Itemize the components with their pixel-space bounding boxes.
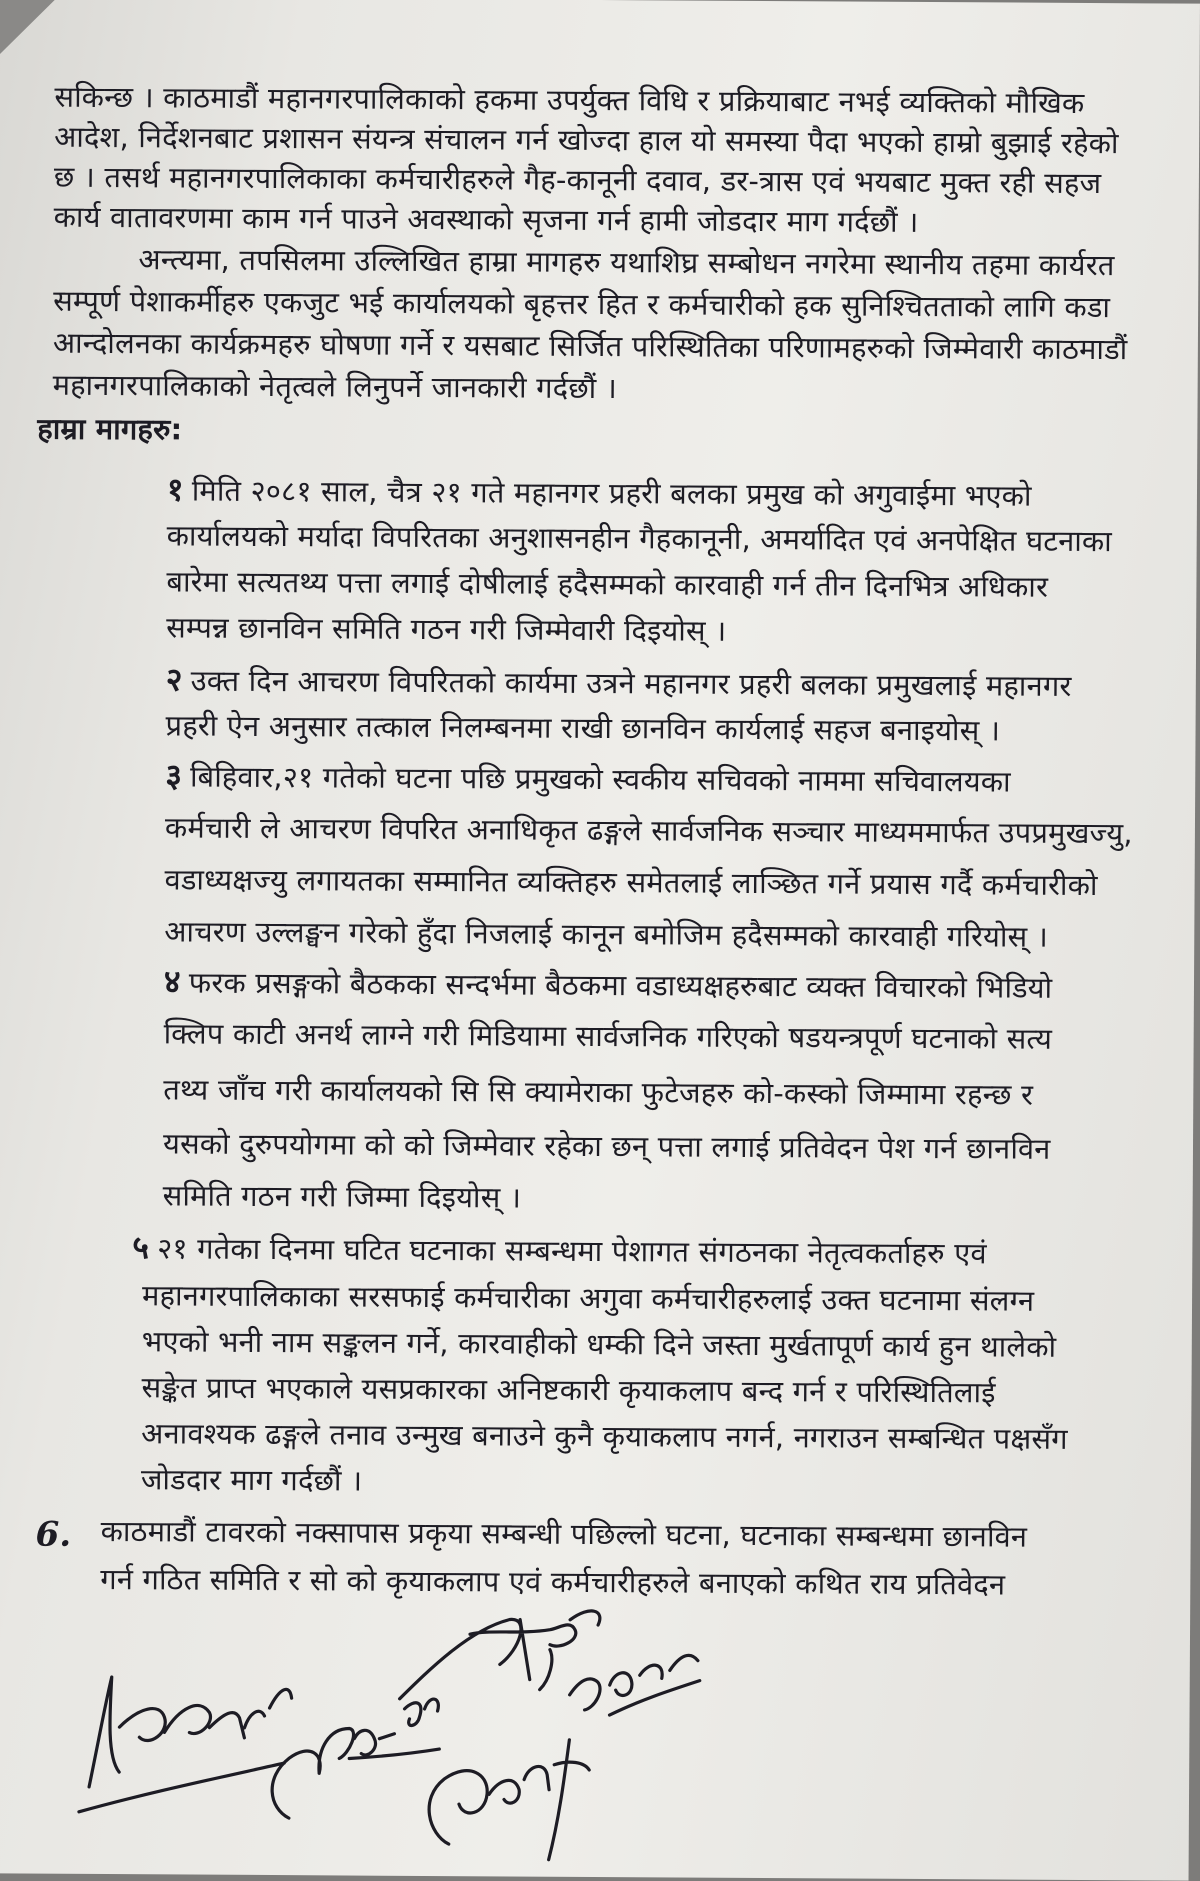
demand-3-line-3: वडाध्यक्षज्यु लगायतका सम्मानित व्यक्तिहरु समेतलाई लाञ्छित गर्ने प्रयास गर्दै कर्मचारीको (164, 862, 1098, 903)
demand-3-number: ३ (165, 756, 183, 795)
paragraph-1-line-3: छ । तसर्थ महानगरपालिकाका कर्मचारीहरुले गैह-कानूनी दवाव, डर-त्रास एवं भयबाट मुक्त रही सहज (53, 159, 1102, 201)
demand-5-line-2: महानगरपालिकाका सरसफाई कर्मचारीका अगुवा कर्मचारीहरुलाई उक्त घटनामा संलग्न (141, 1278, 1035, 1318)
signature-1 (79, 1677, 292, 1813)
demand-4-number: ४ (163, 962, 181, 1001)
demand-1-text: मिति २०८१ साल, चैत्र २१ गते महानगर प्रहरी बलका प्रमुख को अगुवाईमा भएको (191, 473, 1032, 513)
demand-5-number: ५ (132, 1228, 150, 1267)
demand-3-line-4: आचरण उल्लङ्घन गरेको हुँदा निजलाई कानून बमोजिम हदैसम्मको कारवाही गरियोस् । (164, 914, 1049, 954)
paragraph-2-line-3: आन्दोलनका कार्यक्रमहरु घोषणा गर्ने र यसबाट सिर्जित परिस्थितिका परिणामहरुको जिम्मेवारी काठमाडौं (52, 325, 1128, 367)
demand-3-text: बिहिवार,२१ गतेको घटना पछि प्रमुखको स्वकीय सचिवको नाममा सचिवालयका (189, 759, 1011, 799)
signature-3 (400, 1610, 600, 1700)
paragraph-2-line-1: अन्त्यमा, तपसिलमा उल्लिखित हाम्रा मागहरु यथाशिघ्र सम्बोधन नगरेमा स्थानीय तहमा कार्यरत (138, 242, 1115, 283)
demand-5-text: २१ गतेका दिनमा घटित घटनाका सम्बन्धमा पेशागत संगठनका नेतृत्वकर्ताहरु एवं (157, 1231, 987, 1271)
signatures-drawing (49, 1587, 951, 1881)
paragraph-2-line-4: महानगरपालिकाको नेतृत्वले लिनुपर्ने जानकारी गर्दछौं । (52, 367, 618, 406)
demand-5-line-6: जोडदार माग गर्दछौं । (140, 1462, 363, 1498)
demand-4-line-4: यसको दुरुपयोगमा को को जिम्मेवार रहेका छन् पत्ता लगाई प्रतिवेदन पेश गर्न छानविन (162, 1126, 1051, 1166)
demand-1-line-2: कार्यालयको मर्यादा विपरितका अनुशासनहीन गैहकानूनी, अमर्यादित एवं अनपेक्षित घटनाका (166, 518, 1113, 559)
demand-3-line-1 (165, 753, 1011, 803)
demand-4-line-5: समिति गठन गरी जिम्मा दिइयोस् । (162, 1178, 522, 1215)
demand-1-line-3: बारेमा सत्यतथ्य पत्ता लगाई दोषीलाई हदैसम्मको कारवाही गर्न तीन दिनभित्र अधिकार (166, 564, 1049, 604)
demand-6-number: 6. (35, 1514, 72, 1555)
demand-1-line-1 (167, 467, 1032, 517)
demands-heading: हाम्रा मागहरु: (37, 411, 183, 447)
demand-5-line-1 (132, 1225, 987, 1275)
paragraph-2-line-2: सम्पूर्ण पेशाकर्मीहरु एकजुट भई कार्यालयको बृहत्तर हित र कर्मचारीको हक सुनिश्चितताको लागि कडा (53, 283, 1111, 325)
paragraph-1-line-4: कार्य वातावरणमा काम गर्न पाउने अवस्थाको सृजना गर्न हामी जोडदार माग गर्दछौं । (53, 199, 919, 239)
signature-5 (570, 1655, 700, 1716)
demand-6-line-1: काठमाडौं टावरको नक्सापास प्रकृया सम्बन्धी पछिल्लो घटना, घटनाका सम्बन्धमा छानविन (100, 1513, 1028, 1554)
demand-2-line-1 (166, 657, 1072, 708)
demand-1-line-4: सम्पन्न छानविन समिति गठन गरी जिम्मेवारी दिइयोस् । (166, 610, 727, 648)
demand-4-line-2: क्लिप काटी अनर्थ लाग्ने गरी मिडियामा सार्वजनिक गरिएको षडयन्त्रपूर्ण घटनाको सत्य (163, 1016, 1053, 1056)
demand-5-line-4: सङ्केत प्राप्त भएकाले यसप्रकारका अनिष्टकारी कृयाकलाप बन्द गर्न र परिस्थितिलाई (141, 1370, 996, 1410)
demand-4-line-3: तथ्य जाँच गरी कार्यालयको सि सि क्यामेराका फुटेजहरु को-कस्को जिम्मामा रहन्छ र (163, 1072, 1034, 1112)
demand-2-text: उक्त दिन आचरण विपरितको कार्यमा उत्रने महानगर प्रहरी बलका प्रमुखलाई महानगर (190, 663, 1072, 703)
paragraph-1-line-1: सकिन्छ । काठमाडौं महानगरपालिकाको हकमा उपर्युक्त विधि र प्रक्रियाबाट नभई व्यक्तिको मौखिक (54, 79, 1085, 120)
signature-2 (272, 1698, 440, 1819)
demand-6-line-2: गर्न गठित समिति र सो को कृयाकलाप एवं कर्मचारीहरुले बनाएको कथित राय प्रतिवेदन (100, 1561, 1006, 1602)
paragraph-1-line-2: आदेश, निर्देशनबाट प्रशासन संयन्त्र संचालन गर्न खोज्दा हाल यो समस्या पैदा भएको हाम्रो बुझाई रहेको (54, 119, 1119, 161)
signatures-area (49, 1587, 951, 1881)
demand-4-text: फरक प्रसङ्गको बैठकका सन्दर्भमा बैठकमा वडाध्यक्षहरुबाट व्यक्त विचारको भिडियो (188, 965, 1053, 1005)
demand-1-number: १ (166, 470, 184, 509)
demand-2-line-2: प्रहरी ऐन अनुसार तत्काल निलम्बनमा राखी छानविन कार्यलाई सहज बनाइयोस् । (165, 708, 1001, 748)
demand-5-line-5: अनावश्यक ढङ्गले तनाव उन्मुख बनाउने कुनै कृयाकलाप नगर्न, नगराउन सम्बन्धित पक्षसँग (141, 1416, 1068, 1456)
demand-5-line-3: भएको भनी नाम सङ्कलन गर्ने, कारवाहीको धम्की दिने जस्ता मुर्खतापूर्ण कार्य हुन थालेको (141, 1324, 1057, 1364)
signature-4 (429, 1739, 590, 1860)
demand-2-number: २ (165, 660, 183, 699)
demand-4-line-1 (164, 959, 1053, 1009)
demand-3-line-2: कर्मचारी ले आचरण विपरित अनाधिकृत ढङ्गले सार्वजनिक सञ्चार माध्यममार्फत उपप्रमुखज्यु, (164, 810, 1133, 851)
